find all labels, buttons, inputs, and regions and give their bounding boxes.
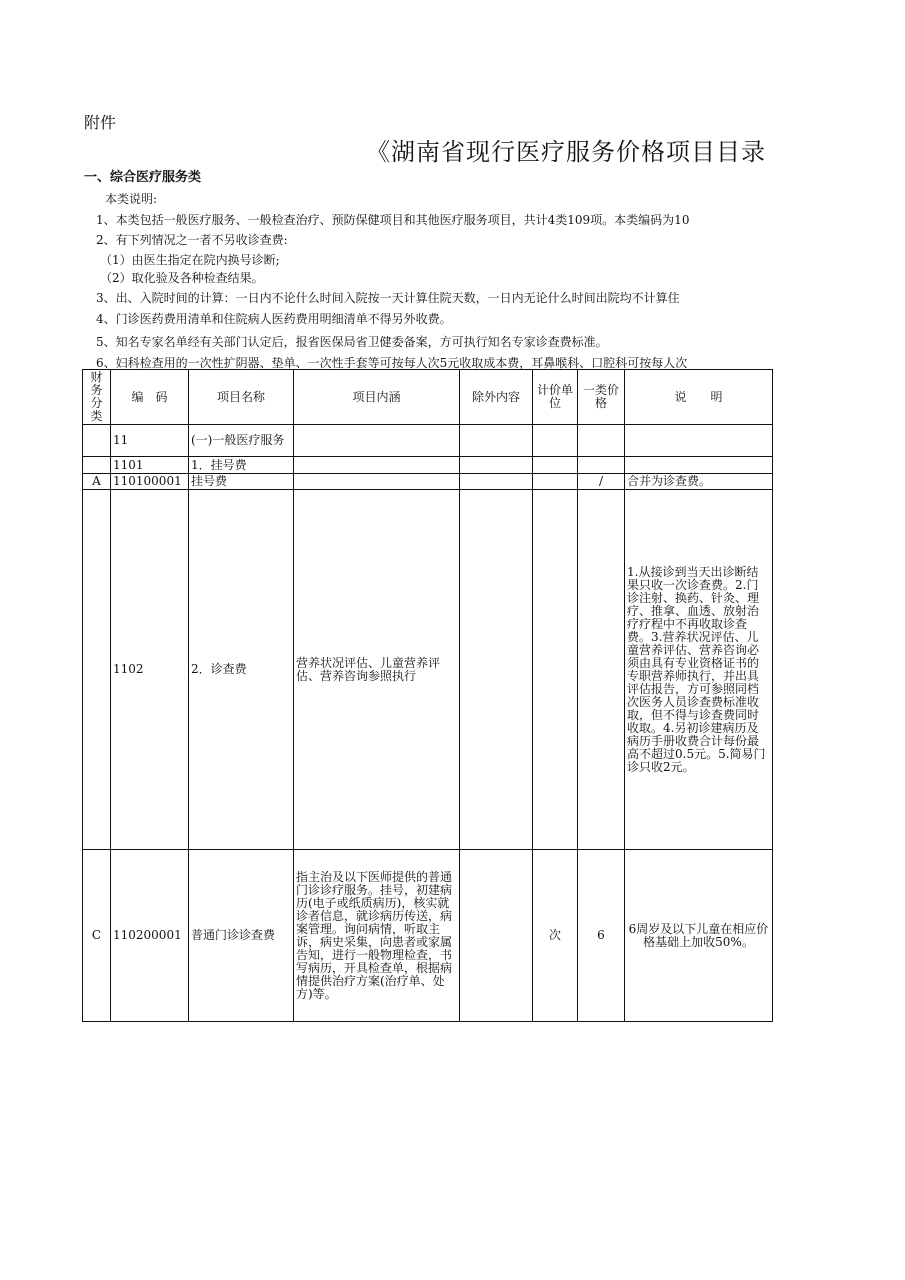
table-row xyxy=(83,850,773,1022)
header-code: 编 码 xyxy=(111,370,189,425)
cell-unit: 次 xyxy=(533,850,578,1022)
note-item-4: 4、门诊医药费用清单和住院病人医药费用明细清单不得另外收费。 xyxy=(96,312,452,326)
cell-code: 110200001 xyxy=(111,850,189,1022)
cell-category: C xyxy=(83,850,111,1022)
cell-category xyxy=(83,425,111,457)
cell-remark: 1.从接诊到当天出诊断结果只收一次诊查费。2.门诊注射、换药、针灸、理疗、推拿、血透、放射治疗疗程中不再收取诊查费。3.营养状况评估、儿童营养评估、营养咨询必须由具有专业资格证书的专职营养师执行，并出具评估报告，方可参照同档次医务人员诊查费标准收取，但不得与诊查费同时收取。4.另初诊建病历及病历手册收费合计每份最高不超过0.5元。5.简易门诊只收2元。 xyxy=(625,490,773,850)
header-excluded: 除外内容 xyxy=(460,370,533,425)
header-content: 项目内涵 xyxy=(294,370,460,425)
cell-remark: 6周岁及以下儿童在相应价格基础上加收50%。 xyxy=(625,850,773,1022)
cell-excluded xyxy=(460,425,533,457)
cell-name: (一)一般医疗服务 xyxy=(189,425,294,457)
table-row xyxy=(83,457,773,474)
cell-price xyxy=(578,425,625,457)
section-heading: 一、综合医疗服务类 xyxy=(84,170,202,185)
cell-excluded xyxy=(460,457,533,474)
note-item-2: 2、有下列情况之一者不另收诊查费: xyxy=(96,233,288,247)
cell-category xyxy=(83,490,111,850)
cell-content: 营养状况评估、儿童营养评估、营养咨询参照执行 xyxy=(294,490,460,850)
cell-name: 2．诊查费 xyxy=(189,490,294,850)
cell-name: 挂号费 xyxy=(189,474,294,490)
header-name: 项目名称 xyxy=(189,370,294,425)
cell-price: / xyxy=(578,474,625,490)
cell-remark: 合并为诊查费。 xyxy=(625,474,773,490)
header-unit: 计价单位 xyxy=(533,370,578,425)
cell-excluded xyxy=(460,474,533,490)
cell-remark xyxy=(625,425,773,457)
cell-remark xyxy=(625,457,773,474)
cell-unit xyxy=(533,490,578,850)
note-item-2-2: （2）取化验及各种检查结果。 xyxy=(100,271,264,285)
attachment-label: 附件 xyxy=(84,113,117,132)
table-row xyxy=(83,490,773,850)
cell-category: A xyxy=(83,474,111,490)
document-title: 《湖南省现行医疗服务价格项目目录 xyxy=(366,138,766,166)
table-row xyxy=(83,474,773,490)
note-item-1: 1、本类包括一般医疗服务、一般检查治疗、预防保健项目和其他医疗服务项目，共计4类109项。本类编码为10 xyxy=(96,213,690,227)
cell-code: 1102 xyxy=(111,490,189,850)
cell-category xyxy=(83,457,111,474)
header-category: 财务分类 xyxy=(83,370,111,425)
cell-name: 普通门诊诊查费 xyxy=(189,850,294,1022)
cell-content xyxy=(294,425,460,457)
note-item-3: 3、出、入院时间的计算：一日内不论什么时间入院按一天计算住院天数，一日内无论什么时间出院均不计算住 xyxy=(96,291,680,305)
cell-price xyxy=(578,457,625,474)
cell-code: 11 xyxy=(111,425,189,457)
cell-name: 1．挂号费 xyxy=(189,457,294,474)
note-item-5: 5、知名专家名单经有关部门认定后，报省医保局省卫健委备案，方可执行知名专家诊查费标准。 xyxy=(96,335,608,349)
header-price: 一类价格 xyxy=(578,370,625,425)
cell-code: 1101 xyxy=(111,457,189,474)
cell-unit xyxy=(533,457,578,474)
cell-excluded xyxy=(460,490,533,850)
table-row xyxy=(83,425,773,457)
cell-content: 指主治及以下医师提供的普通门诊诊疗服务。挂号，初建病历(电子或纸质病历)，核实就诊者信息，就诊病历传送，病案管理。询问病情，听取主诉，病史采集，向患者或家属告知，进行一般物理检查，书写病历，开具检查单，根据病情提供治疗方案(治疗单、处方)等。 xyxy=(294,850,460,1022)
header-remark: 说 明 xyxy=(625,370,773,425)
cell-excluded xyxy=(460,850,533,1022)
cell-content xyxy=(294,457,460,474)
cell-unit xyxy=(533,474,578,490)
cell-content xyxy=(294,474,460,490)
notes-lead: 本类说明: xyxy=(105,192,158,206)
price-table xyxy=(82,369,773,1022)
note-item-6: 6、妇科检查用的一次性扩阴器、垫单、一次性手套等可按每人次5元收取成本费，耳鼻喉科、口腔科可按每人次 xyxy=(96,356,688,370)
cell-price: 6 xyxy=(578,850,625,1022)
cell-unit xyxy=(533,425,578,457)
table-header-row xyxy=(83,370,773,425)
cell-price xyxy=(578,490,625,850)
note-item-2-1: （1）由医生指定在院内换号诊断; xyxy=(100,253,280,267)
cell-code: 110100001 xyxy=(111,474,189,490)
